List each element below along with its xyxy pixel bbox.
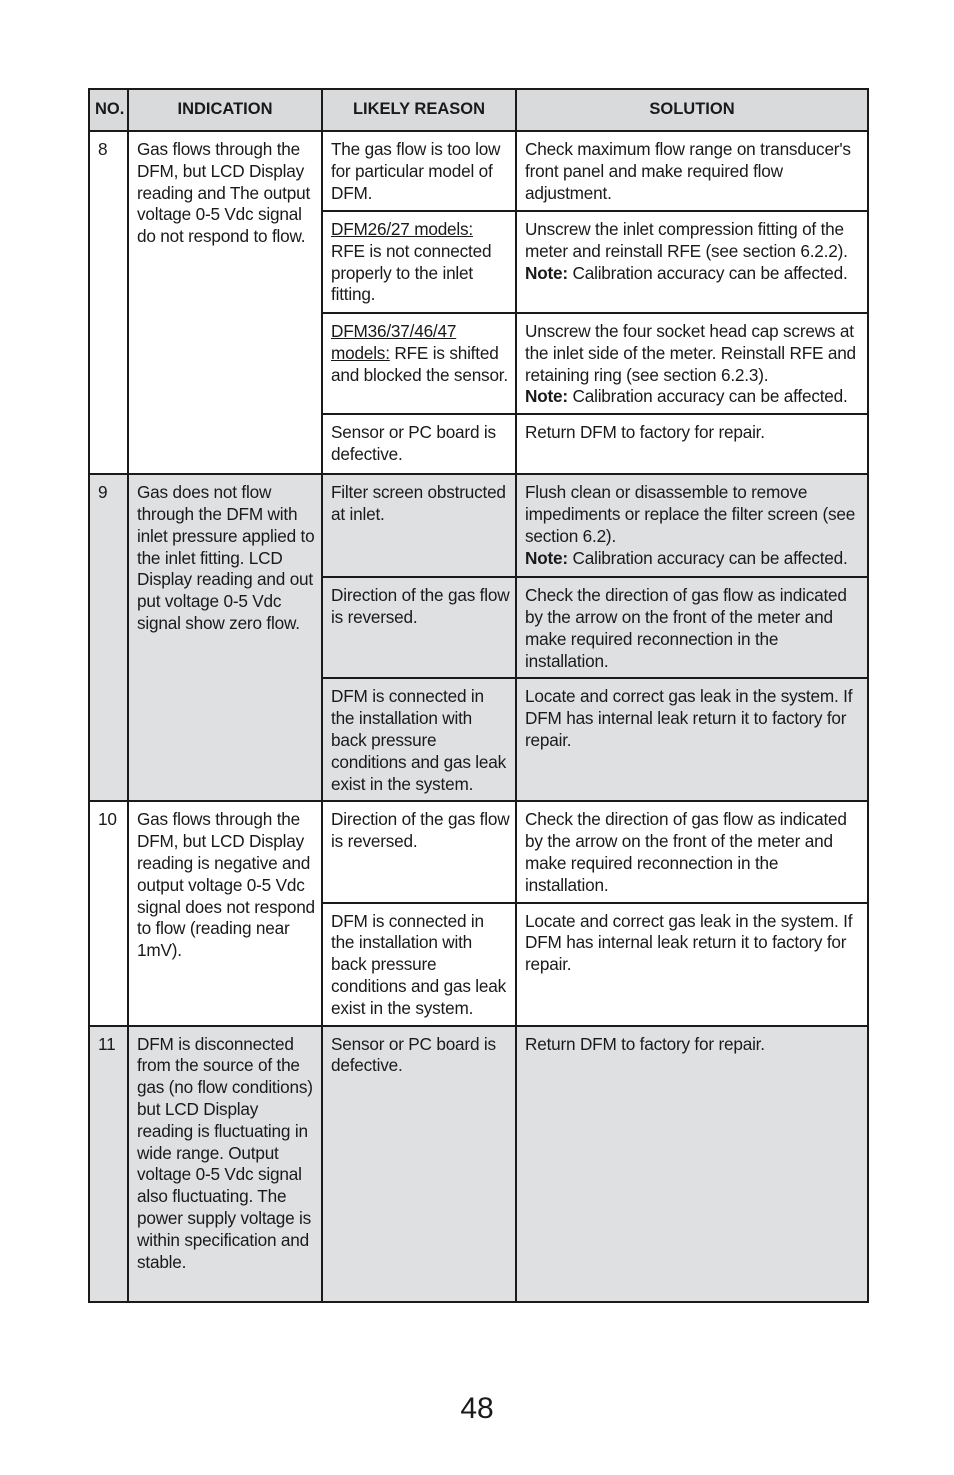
reason-cell [322, 577, 516, 678]
solution-cell [516, 577, 868, 678]
header-solution: SOLUTION [516, 89, 868, 131]
solution-text: Unscrew the inlet compression fitting of the meter and reinstall RFE (see section 6.2.2). [525, 219, 848, 261]
note-text: Calibration accuracy can be affected. [572, 386, 848, 407]
header-likely-reason: LIKELY REASON [322, 89, 516, 131]
table-row [89, 131, 868, 211]
troubleshooting-table [88, 88, 869, 1303]
solution-text: Unscrew the four socket head cap screws at the inlet side of the meter. Reinstall RFE and retaining ring (see section 6.2.3). [525, 321, 856, 385]
reason-text: RFE is not connected properly to the inlet fitting. [331, 240, 492, 305]
reason-text: Sensor or PC board is defective. [331, 1033, 496, 1076]
solution-text: Flush clean or disassemble to remove impediments or replace the filter screen (see section 6.2). [525, 482, 856, 546]
row-number: 10 [89, 801, 128, 1025]
indication-cell: Gas flows through the DFM, but LCD Display reading is negative and output voltage 0-5 Vdc signal does not respond to flow (reading near 1mV). [128, 801, 322, 1025]
reason-model-prefix: DFM36/37/46/47 models: [331, 321, 457, 363]
reason-text: Sensor or PC board is defective. [331, 422, 496, 464]
solution-text: Return DFM to factory for repair. [525, 1033, 765, 1054]
solution-text: Check the direction of gas flow as indicated by the arrow on the front of the meter and make required reconnection in the installation. [525, 809, 847, 895]
note-label: Note: [525, 262, 568, 283]
reason-cell [322, 414, 516, 474]
solution-cell [516, 313, 868, 414]
solution-cell [516, 903, 868, 1026]
reason-model-prefix: DFM26/27 models: [331, 219, 473, 239]
solution-text: Locate and correct gas leak in the system. If DFM has internal leak return it to factory for repair. [525, 686, 853, 750]
table-header-row [89, 89, 868, 131]
indication-cell: Gas does not flow through the DFM with inlet pressure applied to the inlet fitting. LCD Display reading and out put voltage 0-5 Vdc signal show zero flow. [128, 474, 322, 801]
reason-text: DFM is connected in the installation with back pressure conditions and gas leak exist in the system. [331, 686, 507, 794]
table-row [89, 801, 868, 902]
reason-text: Direction of the gas flow is reversed. [331, 809, 510, 852]
solution-text: Check maximum flow range on transducer's front panel and make required flow adjustment. [525, 139, 851, 203]
reason-cell [322, 211, 516, 313]
reason-cell [322, 678, 516, 801]
reason-text: Direction of the gas flow is reversed. [331, 585, 510, 627]
table-row [89, 1026, 868, 1302]
page-number: 48 [460, 1392, 494, 1425]
solution-cell [516, 1026, 868, 1302]
solution-cell [516, 678, 868, 801]
indication-cell: DFM is disconnected from the source of the gas (no flow conditions) but LCD Display reading is fluctuating in wide range. Output voltage 0-5 Vdc signal also fluctuating. The power supply voltage is within specification and stable. [128, 1026, 322, 1302]
note-label: Note: [525, 547, 568, 568]
solution-text: Locate and correct gas leak in the system. If DFM has internal leak return it to factory for repair. [525, 910, 853, 975]
header-no: NO. [89, 89, 128, 131]
solution-cell [516, 414, 868, 474]
solution-cell [516, 801, 868, 902]
note-text: Calibration accuracy can be affected. [572, 547, 848, 568]
note-label: Note: [525, 386, 568, 407]
reason-text: Filter screen obstructed at inlet. [331, 482, 506, 524]
note-text: Calibration accuracy can be affected. [572, 262, 848, 283]
solution-cell [516, 131, 868, 211]
reason-cell [322, 131, 516, 211]
indication-cell: Gas flows through the DFM, but LCD Display reading and The output voltage 0-5 Vdc signal do not respond to flow. [128, 131, 322, 474]
reason-text: DFM is connected in the installation with back pressure conditions and gas leak exist in the system. [331, 910, 507, 1018]
solution-text: Return DFM to factory for repair. [525, 422, 765, 443]
reason-cell [322, 474, 516, 577]
reason-cell [322, 1026, 516, 1302]
solution-text: Check the direction of gas flow as indicated by the arrow on the front of the meter and make required reconnection in the installation. [525, 585, 847, 671]
reason-text: The gas flow is too low for particular model of DFM. [331, 139, 501, 203]
solution-cell [516, 211, 868, 313]
row-number: 11 [89, 1026, 128, 1302]
header-indication: INDICATION [128, 89, 322, 131]
solution-cell [516, 474, 868, 577]
row-number: 9 [89, 474, 128, 801]
table-row [89, 474, 868, 577]
reason-cell [322, 313, 516, 414]
reason-cell [322, 903, 516, 1026]
row-number: 8 [89, 131, 128, 474]
reason-text: RFE is shifted and blocked the sensor. [331, 342, 508, 385]
reason-cell [322, 801, 516, 902]
